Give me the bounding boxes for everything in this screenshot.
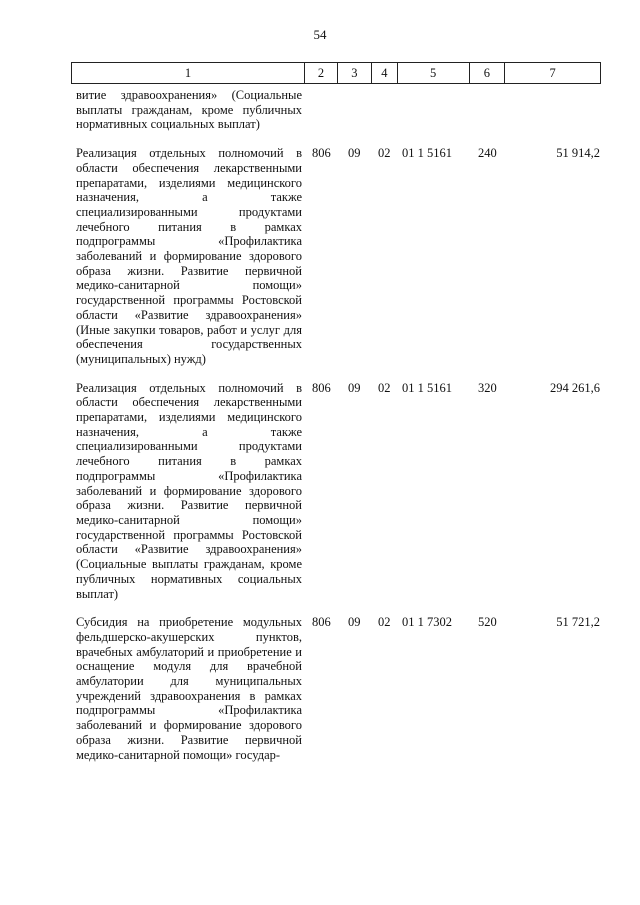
row-expense-type: 320 [478,380,497,395]
row-sum: 294 261,6 [550,380,600,395]
row-subsection-code: 02 [378,380,391,395]
row-sum: 51 914,2 [556,146,600,161]
header-col-6: 6 [470,63,506,83]
page-number: 54 [313,27,327,42]
row-description: Субсидия на приобретение модульных фельдшерско-акушерских пунктов, врачебных амбулаторий и приобретение и оснащение модуля для врачебной амбулатории для муниципальных учреждений здравоохранения в рамках подпрограммы «Профилактика заболеваний и формирование здорового образа жизни. Развитие первичной медико-санитарной помощи» государ- [76,615,302,762]
table-body [76,88,602,762]
header-col-2: 2 [305,63,338,83]
row-section-code: 09 [348,615,361,630]
row-description: витие здравоохранения» (Социальные выплаты гражданам, кроме публичных нормативных социальных выплат) [76,88,302,132]
row-subsection-code: 02 [378,146,391,161]
row-subsection-code: 02 [378,615,391,630]
row-expense-type: 520 [478,615,497,630]
header-col-3: 3 [338,63,372,83]
row-target-article: 01 1 5161 [402,380,452,395]
table-row [76,615,602,762]
row-ministry-code: 806 [312,615,331,630]
row-ministry-code: 806 [312,146,331,161]
table-row [76,88,602,132]
row-description: Реализация отдельных полномочий в области обеспечения лекарственными препаратами, изделиями медицинского назначения, а также специализированными продуктами лечебного питания в рамках подпрограммы «Профилактика заболеваний и формирование здорового образа жизни. Развитие первичной медико-санитарной помощи» государственной программы Ростовской области «Развитие здравоохранения» (Социальные выплаты гражданам, кроме публичных нормативных социальных выплат) [76,380,302,601]
row-expense-type: 240 [478,146,497,161]
table-header [71,62,601,84]
header-col-7: 7 [549,65,556,80]
row-target-article: 01 1 7302 [402,615,452,630]
row-target-article: 01 1 5161 [402,146,452,161]
row-description: Реализация отдельных полномочий в области обеспечения лекарственными препаратами, изделиями медицинского назначения, а также специализированными продуктами лечебного питания в рамках подпрограммы «Профилактика заболеваний и формирование здорового образа жизни. Развитие первичной медико-санитарной помощи» государственной программы Ростовской области «Развитие здравоохранения» (Иные закупки товаров, работ и услуг для обеспечения государственных (муниципальных) нужд) [76,146,302,366]
row-sum: 51 721,2 [556,615,600,630]
table-row [76,381,602,602]
table-row [76,146,602,367]
row-section-code: 09 [348,380,361,395]
header-col-4: 4 [372,63,398,83]
row-ministry-code: 806 [312,380,331,395]
header-col-5: 5 [398,63,470,83]
row-section-code: 09 [348,146,361,161]
header-col-1: 1 [72,63,305,83]
